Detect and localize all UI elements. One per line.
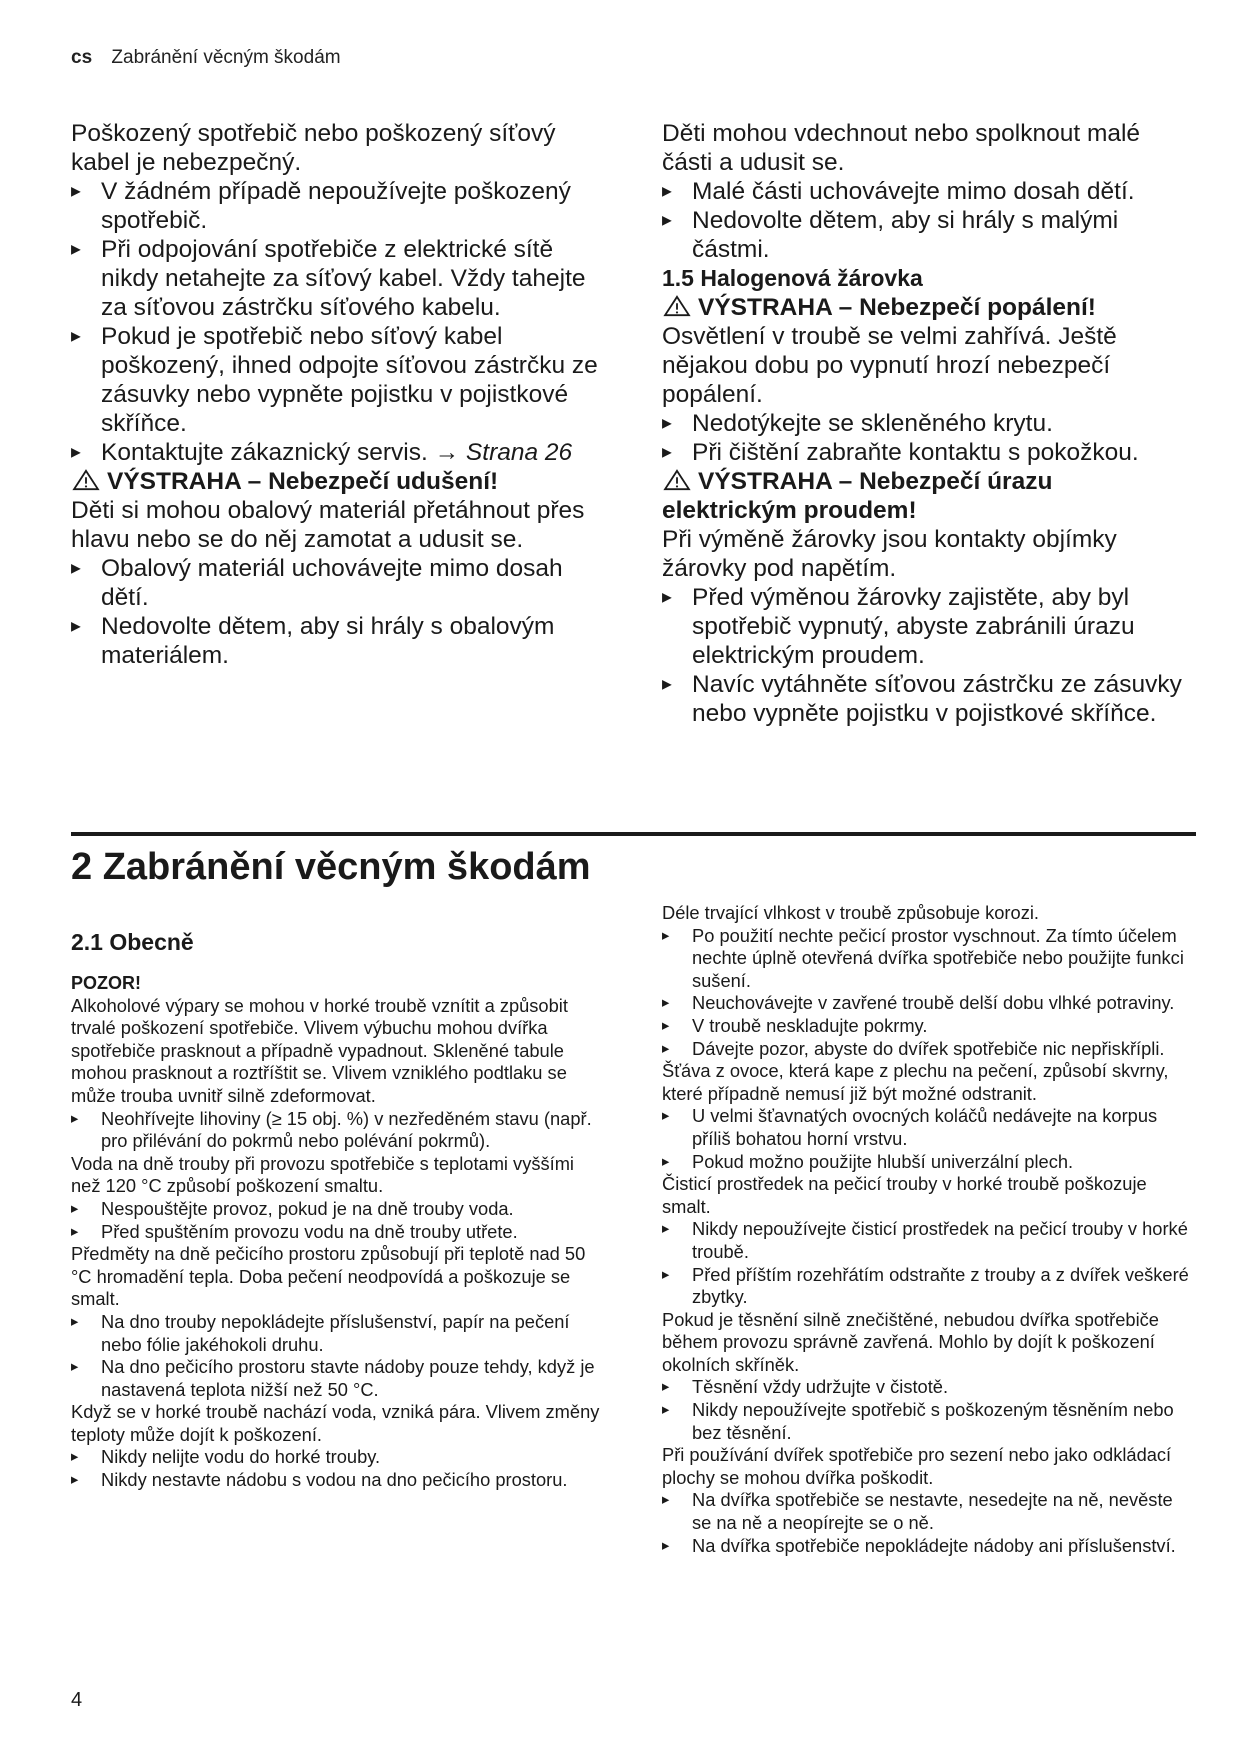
chapter-title: 2 Zabránění věcným škodám xyxy=(71,846,591,888)
header-title: Zabránění věcným škodám xyxy=(111,47,341,68)
list-item: ▸ Nedotýkejte se skleněného krytu. xyxy=(662,409,1192,438)
list-item: ▸ V žádném případě nepoužívejte poškozený spotřebič. xyxy=(71,177,601,235)
list-item: ▸ Nespouštějte provoz, pokud je na dně trouby voda. xyxy=(71,1198,601,1221)
paragraph: Děti mohou vdechnout nebo spolknout malé části a udusit se. xyxy=(662,120,1141,176)
column-top-right xyxy=(662,119,1192,728)
warning-triangle-icon xyxy=(662,295,692,317)
list-item: ▸ Malé části uchovávejte mimo dosah dětí. xyxy=(662,177,1192,206)
warning-triangle-icon xyxy=(71,469,101,491)
paragraph: Při používání dvířek spotřebiče pro sezení nebo jako odkládací plochy se mohou dvířka poškodit. xyxy=(662,1444,1172,1488)
page-number: 4 xyxy=(71,1689,83,1711)
running-header xyxy=(71,47,341,69)
list-item: ▸ Před příštím rozehřátím odstraňte z trouby a z dvířek veškeré zbytky. xyxy=(662,1264,1192,1309)
warning-title: VÝSTRAHA – Nebezpečí udušení! xyxy=(107,468,499,495)
warning-title: VÝSTRAHA – Nebezpečí popálení! xyxy=(698,294,1096,321)
paragraph: Déle trvající vlhkost v troubě způsobuje korozi. xyxy=(662,902,1039,923)
warning-heading xyxy=(662,467,1192,525)
list-item: ▸ U velmi šťavnatých ovocných koláčů nedávejte na korpus příliš bohatou horní vrstvu. xyxy=(662,1105,1192,1150)
paragraph: Předměty na dně pečicího prostoru způsobují při teplotě nad 50 °C hromadění tepla. Doba pečení neodpovídá a poškozuje se smalt. xyxy=(71,1243,586,1310)
list-item: ▸ Pokud je spotřebič nebo síťový kabel poškozený, ihned odpojte síťovou zástrčku ze zásuvky nebo vypněte pojistku v pojistkové skříňce. xyxy=(71,322,601,438)
warning-title: VÝSTRAHA – Nebezpečí úrazu elektrickým proudem! xyxy=(662,468,1053,524)
list-item xyxy=(71,438,601,467)
column-bottom-right xyxy=(662,902,1192,1557)
list-item: ▸ Nikdy nepoužívejte čisticí prostředek na pečicí trouby v horké troubě. xyxy=(662,1218,1192,1263)
list-item: ▸ Na dvířka spotřebiče nepokládejte nádoby ani příslušenství. xyxy=(662,1535,1192,1558)
list-item: ▸ Nikdy nepoužívejte spotřebič s poškozeným těsněním nebo bez těsnění. xyxy=(662,1399,1192,1444)
list-item: ▸ Při čištění zabraňte kontaktu s pokožkou. xyxy=(662,438,1192,467)
contact-text: Kontaktujte zákaznický servis. xyxy=(101,439,428,466)
list-item: ▸ Po použití nechte pečicí prostor vyschnout. Za tímto účelem nechte úplně otevřená dvířka spotřebiče nebo použijte funkci sušení. xyxy=(662,925,1192,993)
paragraph: Šťáva z ovoce, která kape z plechu na pečení, způsobí skvrny, které případně nemusí již být možné odstranit. xyxy=(662,1060,1169,1104)
paragraph: Voda na dně trouby při provozu spotřebiče s teplotami vyššími než 120 °C způsobí poškození smaltu. xyxy=(71,1152,574,1197)
list-item: ▸ Dávejte pozor, abyste do dvířek spotřebiče nic nepřiskřípli. xyxy=(662,1038,1192,1061)
paragraph: Pokud je těsnění silně znečištěné, nebudou dvířka spotřebiče během provozu správně zavřená. Mohlo by dojít k poškození okolních skříněk. xyxy=(662,1308,1159,1375)
list-item: ▸ Obalový materiál uchovávejte mimo dosah dětí. xyxy=(71,554,601,612)
warning-heading xyxy=(71,467,601,496)
paragraph: Při výměně žárovky jsou kontakty objímky žárovky pod napětím. xyxy=(662,526,1117,582)
list-item: ▸ Při odpojování spotřebiče z elektrické sítě nikdy netahejte za síťový kabel. Vždy tahejte za síťovou zástrčku síťového kabelu. xyxy=(71,235,601,322)
list-item: ▸ Na dvířka spotřebiče se nestavte, nesedejte na ně, nevěste se na ně a neopírejte se o ně. xyxy=(662,1489,1192,1534)
list-item: ▸ Na dno trouby nepokládejte příslušenství, papír na pečení nebo fólie jakéhokoli druhu. xyxy=(71,1311,601,1356)
list-item: ▸ Před spuštěním provozu vodu na dně trouby utřete. xyxy=(71,1221,601,1244)
list-item: ▸ Před výměnou žárovky zajistěte, aby byl spotřebič vypnutý, abyste zabránili úrazu elektrickým proudem. xyxy=(662,583,1192,670)
paragraph: Osvětlení v troubě se velmi zahřívá. Ještě nějakou dobu po vypnutí hrozí nebezpečí popálení. xyxy=(662,323,1117,408)
list-item: ▸ Neuchovávejte v zavřené troubě delší dobu vlhké potraviny. xyxy=(662,992,1192,1015)
warning-heading xyxy=(662,293,1192,322)
column-top-left xyxy=(71,119,601,670)
column-bottom-left xyxy=(71,972,601,1492)
paragraph: Čisticí prostředek na pečicí trouby v horké troubě poškozuje smalt. xyxy=(662,1173,1147,1217)
list-item: ▸ V troubě neskladujte pokrmy. xyxy=(662,1015,1192,1038)
paragraph: Děti si mohou obalový materiál přetáhnout přes hlavu nebo se do něj zamotat a udusit se. xyxy=(71,497,585,553)
list-item: ▸ Nedovolte dětem, aby si hrály s malými částmi. xyxy=(662,206,1192,264)
list-item: ▸ Neohřívejte lihoviny (≥ 15 obj. %) v nezředěném stavu (např. pro přilévání do pokrmů nebo polévání pokrmů). xyxy=(71,1108,601,1153)
paragraph: Alkoholové výpary se mohou v horké troubě vznítit a způsobit trvalé poškození spotřebiče. Vlivem výbuchu mohou dvířka spotřebiče prasknout a případně vypadnout. Skleněné tabule mohou prasknout a roztříštit se. Vlivem vzniklého podtlaku se může trouba uvnitř silně zdeformovat. xyxy=(71,994,568,1106)
list-item: ▸ Nikdy nestavte nádobu s vodou na dno pečicího prostoru. xyxy=(71,1469,601,1492)
list-item: ▸ Nikdy nelijte vodu do horké trouby. xyxy=(71,1446,601,1469)
page-reference-link[interactable]: → Strana 26 xyxy=(434,439,573,466)
section-heading: 1.5 Halogenová žárovka xyxy=(662,265,923,291)
warning-triangle-icon xyxy=(662,469,692,491)
paragraph: Když se v horké troubě nachází voda, vzniká pára. Vlivem změny teploty může dojít k poškození. xyxy=(71,1401,600,1445)
list-item: ▸ Pokud možno použijte hlubší univerzální plech. xyxy=(662,1151,1192,1174)
list-item: ▸ Na dno pečicího prostoru stavte nádoby pouze tehdy, když je nastavená teplota nižší než 50 °C. xyxy=(71,1356,601,1401)
subsection-title: 2.1 Obecně xyxy=(71,929,194,955)
list-item: ▸ Navíc vytáhněte síťovou zástrčku ze zásuvky nebo vypněte pojistku v pojistkové skříňce. xyxy=(662,670,1192,728)
language-code: cs xyxy=(71,47,93,68)
paragraph: Poškozený spotřebič nebo poškozený síťový kabel je nebezpečný. xyxy=(71,120,556,176)
list-item: ▸ Těsnění vždy udržujte v čistotě. xyxy=(662,1376,1192,1399)
list-item: ▸ Nedovolte dětem, aby si hrály s obalovým materiálem. xyxy=(71,612,601,670)
caution-label: POZOR! xyxy=(71,973,141,993)
chapter-divider xyxy=(71,832,1196,836)
